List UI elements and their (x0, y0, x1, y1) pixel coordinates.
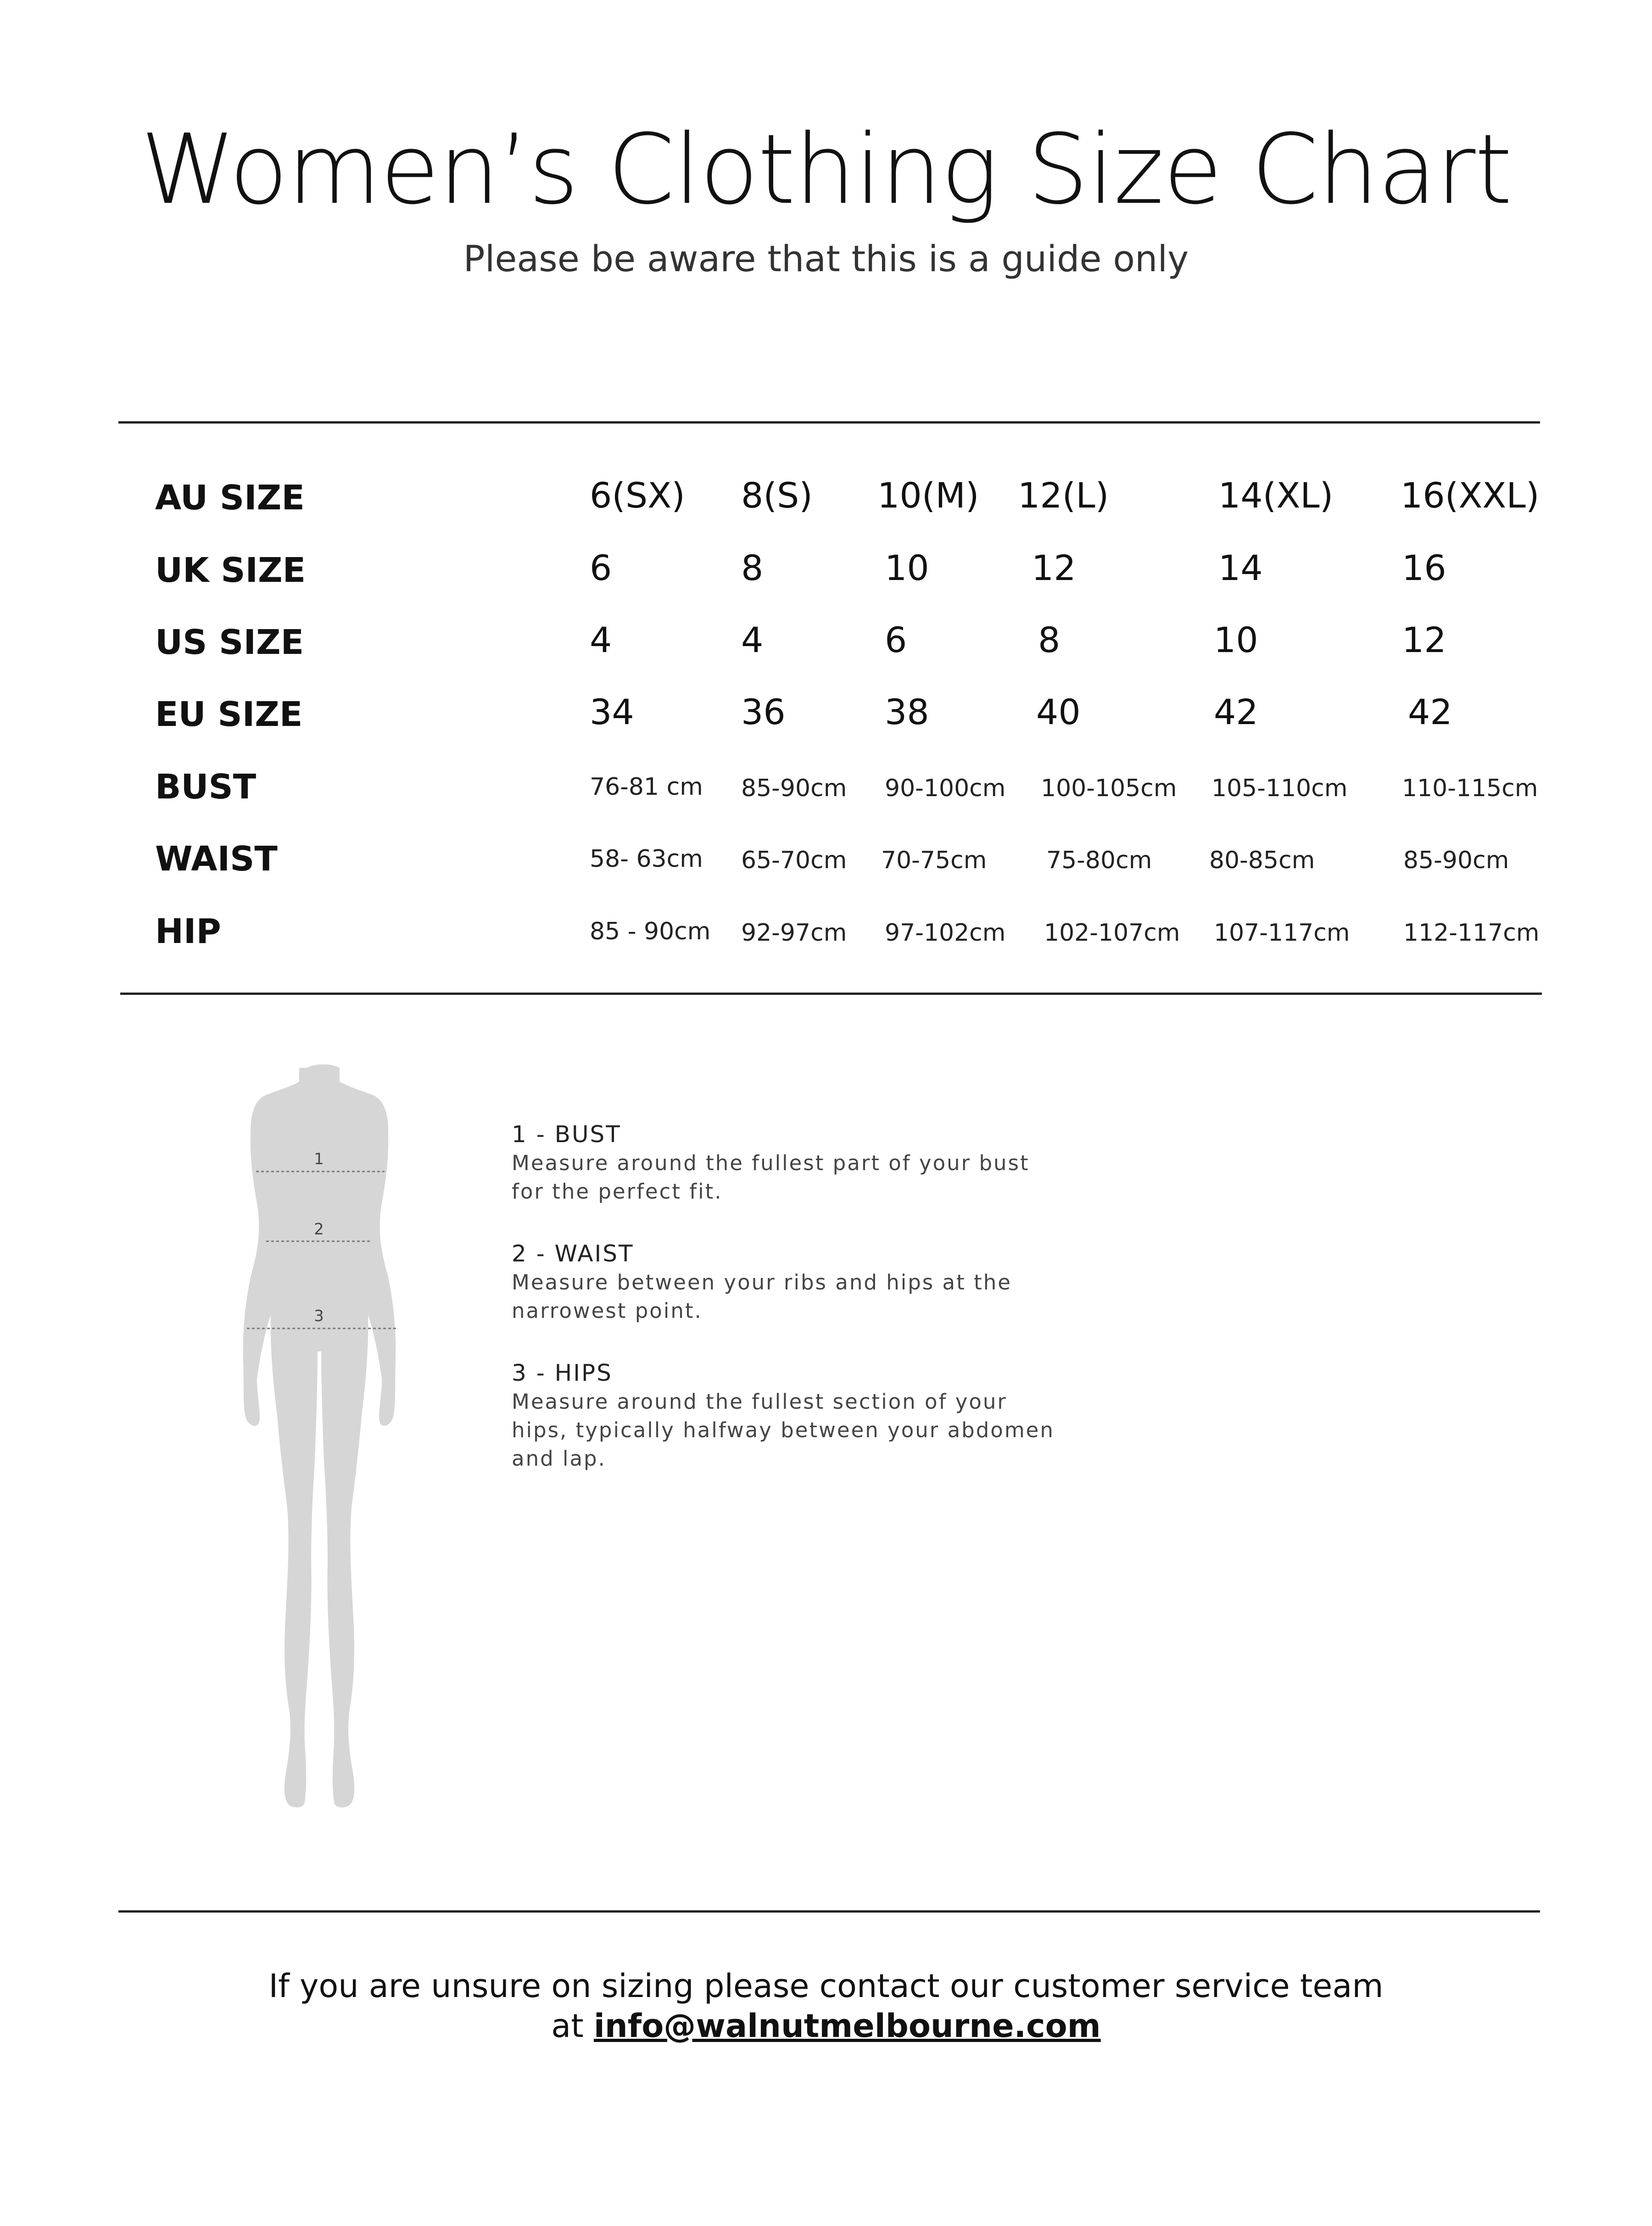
footer-divider (118, 1910, 1540, 1913)
cell-au-4: 12(L) (1018, 475, 1109, 516)
row-label-hip: HIP (155, 912, 221, 951)
guide-waist (512, 1239, 1108, 1325)
cell-bust-5: 105-110cm (1211, 775, 1348, 802)
guide-hips (512, 1358, 1108, 1473)
row-label-bust: BUST (155, 767, 257, 807)
body-figure-illustration (211, 1058, 445, 1829)
guide-bust-line-2: for the perfect fit. (512, 1179, 723, 1204)
cell-us-3: 6 (885, 619, 907, 660)
cell-waist-6: 85-90cm (1403, 847, 1509, 874)
cell-uk-3: 10 (885, 547, 929, 588)
cell-us-5: 10 (1214, 619, 1258, 660)
body-silhouette (243, 1065, 396, 1808)
page-subtitle: Please be aware that this is a guide only (463, 239, 1189, 280)
row-label-au: AU SIZE (155, 478, 305, 518)
cell-us-2: 4 (741, 619, 764, 660)
row-label-us: US SIZE (155, 623, 304, 662)
cell-hip-5: 107-117cm (1214, 919, 1350, 947)
cell-eu-6: 42 (1408, 692, 1452, 732)
cell-au-3: 10(M) (877, 475, 979, 516)
cell-uk-5: 14 (1218, 547, 1263, 588)
cell-bust-2: 85-90cm (741, 775, 847, 802)
guide-hips-line-2: hips, typically halfway between your abdomen (512, 1418, 1055, 1442)
footer-prefix: at (551, 2007, 584, 2045)
guide-hips-line-1: Measure around the fullest section of your (512, 1389, 1007, 1414)
row-label-waist: WAIST (155, 839, 278, 879)
cell-waist-2: 65-70cm (741, 847, 847, 874)
contact-email-link[interactable]: info@walnutmelbourne.com (593, 2007, 1101, 2045)
guide-waist-line-1: Measure between your ribs and hips at the (512, 1270, 1012, 1294)
guide-hips-heading: 3 - HIPS (512, 1360, 613, 1386)
cell-hip-3: 97-102cm (885, 919, 1006, 947)
cell-uk-2: 8 (741, 547, 764, 588)
guide-bust (512, 1120, 1108, 1206)
cell-bust-1: 76-81 cm (590, 773, 703, 801)
footer-line-2 (0, 2005, 1652, 2047)
cell-au-1: 6(SX) (590, 475, 685, 516)
cell-eu-4: 40 (1036, 692, 1081, 732)
guide-bust-heading: 1 - BUST (512, 1121, 621, 1148)
guide-hips-line-3: and lap. (512, 1446, 606, 1471)
cell-us-6: 12 (1402, 619, 1446, 660)
row-label-uk: UK SIZE (155, 551, 306, 590)
cell-hip-4: 102-107cm (1044, 919, 1180, 947)
cell-eu-2: 36 (741, 692, 786, 732)
bust-marker: 1 (314, 1150, 324, 1168)
cell-waist-1: 58- 63cm (590, 845, 703, 873)
cell-bust-4: 100-105cm (1041, 775, 1177, 802)
cell-uk-6: 16 (1402, 547, 1446, 588)
cell-eu-5: 42 (1214, 692, 1258, 732)
cell-waist-3: 70-75cm (881, 847, 987, 874)
cell-waist-4: 75-80cm (1046, 847, 1152, 874)
cell-bust-6: 110-115cm (1402, 775, 1538, 802)
page-title: Women’s Clothing Size Chart (140, 113, 1512, 226)
cell-au-5: 14(XL) (1218, 475, 1334, 516)
cell-waist-5: 80-85cm (1209, 847, 1315, 874)
cell-hip-6: 112-117cm (1403, 919, 1540, 947)
guide-waist-line-2: narrowest point. (512, 1299, 703, 1323)
guide-bust-line-1: Measure around the fullest part of your bust (512, 1151, 1030, 1175)
cell-au-2: 8(S) (741, 475, 813, 516)
cell-uk-4: 12 (1032, 547, 1076, 588)
cell-bust-3: 90-100cm (885, 775, 1006, 802)
row-label-eu: EU SIZE (155, 695, 303, 734)
hip-marker: 3 (314, 1307, 324, 1325)
footer-line-1: If you are unsure on sizing please contact our customer service team (268, 1967, 1384, 2005)
guide-waist-heading: 2 - WAIST (512, 1240, 634, 1267)
cell-hip-1: 85 - 90cm (590, 918, 711, 945)
cell-hip-2: 92-97cm (741, 919, 847, 947)
cell-us-1: 4 (590, 619, 612, 660)
cell-au-6: 16(XXL) (1401, 475, 1540, 516)
table-top-divider (118, 421, 1540, 424)
cell-us-4: 8 (1038, 619, 1060, 660)
cell-eu-1: 34 (590, 692, 634, 732)
table-bottom-divider (120, 993, 1542, 995)
cell-eu-3: 38 (885, 692, 929, 732)
waist-marker: 2 (314, 1220, 324, 1239)
cell-uk-1: 6 (590, 547, 612, 588)
